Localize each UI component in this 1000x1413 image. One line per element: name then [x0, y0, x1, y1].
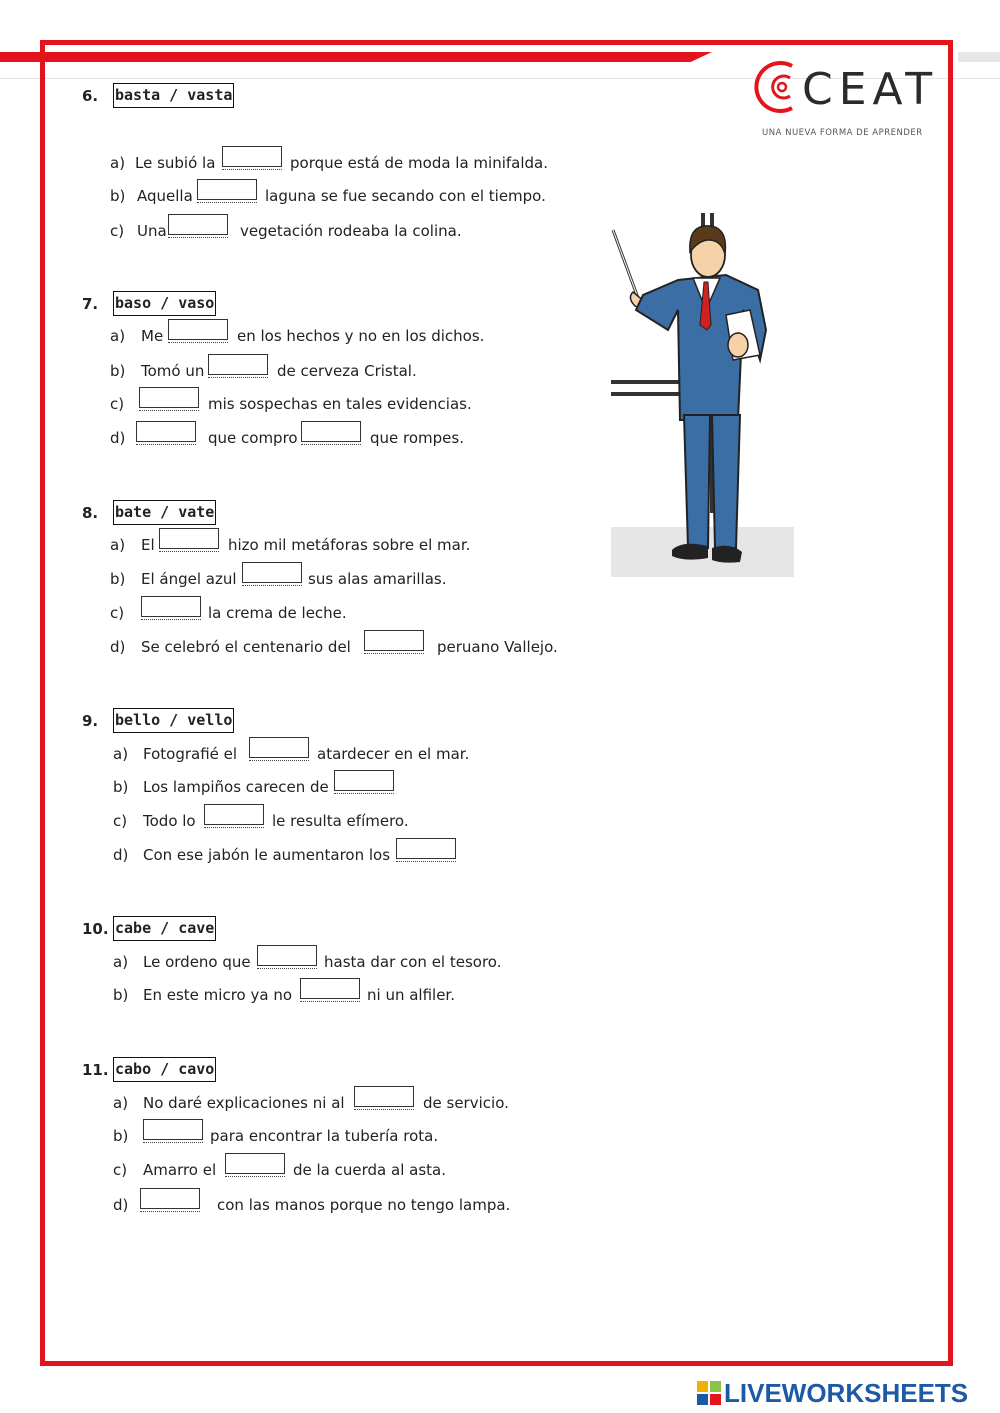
item-text: atardecer en el mar.: [317, 745, 470, 763]
item-text: Con ese jabón le aumentaron los: [143, 846, 391, 864]
exercise-line: [0, 214, 1000, 244]
answer-dotted-line: [159, 551, 219, 552]
question-number: 6.: [82, 87, 99, 105]
answer-dotted-line: [249, 760, 309, 761]
item-text: le resulta efímero.: [272, 812, 409, 830]
answer-input-box[interactable]: [159, 528, 219, 549]
item-text: peruano Vallejo.: [437, 638, 558, 656]
item-text: Fotografié el: [143, 745, 238, 763]
answer-input-box[interactable]: [168, 319, 228, 340]
answer-input-box[interactable]: [257, 945, 317, 966]
item-letter: a): [113, 745, 129, 763]
answer-input-box[interactable]: [204, 804, 264, 825]
question-number: 9.: [82, 712, 99, 730]
exercise-line: [0, 737, 1000, 767]
exercise-line: [0, 1188, 1000, 1218]
word-pair-title: bello / vello: [113, 708, 234, 733]
answer-input-box[interactable]: [242, 562, 302, 583]
answer-input-box[interactable]: [396, 838, 456, 859]
question-header: [0, 916, 1000, 946]
item-text: de servicio.: [423, 1094, 509, 1112]
answer-dotted-line: [143, 1142, 203, 1143]
exercise-line: [0, 387, 1000, 417]
answer-dotted-line: [225, 1176, 285, 1177]
item-text: Amarro el: [143, 1161, 217, 1179]
answer-dotted-line: [222, 169, 282, 170]
item-text: de cerveza Cristal.: [277, 362, 417, 380]
answer-dotted-line: [204, 827, 264, 828]
item-letter: d): [113, 1196, 129, 1214]
item-text: porque está de moda la minifalda.: [290, 154, 549, 172]
answer-input-box[interactable]: [197, 179, 257, 200]
question-number: 11.: [82, 1061, 109, 1079]
exercise-line: [0, 770, 1000, 800]
answer-input-box[interactable]: [249, 737, 309, 758]
item-text: vegetación rodeaba la colina.: [240, 222, 462, 240]
item-letter: a): [110, 154, 126, 172]
item-text: El: [141, 536, 155, 554]
liveworksheets-brand: LIVEWORKSHEETS: [724, 1378, 969, 1408]
item-letter: c): [113, 812, 128, 830]
item-text: en los hechos y no en los dichos.: [237, 327, 485, 345]
ceat-logo-text: CEAT: [802, 64, 939, 115]
answer-input-box[interactable]: [354, 1086, 414, 1107]
item-text: No daré explicaciones ni al: [143, 1094, 345, 1112]
answer-dotted-line: [168, 237, 228, 238]
question-header: [0, 291, 1000, 321]
exercise-line: [0, 421, 1000, 451]
answer-input-box[interactable]: [222, 146, 282, 167]
exercise-line: [0, 630, 1000, 660]
answer-dotted-line: [136, 444, 196, 445]
item-text: Le subió la: [135, 154, 216, 172]
item-text: ni un alfiler.: [367, 986, 455, 1004]
answer-dotted-line: [334, 793, 394, 794]
item-text: Todo lo: [143, 812, 196, 830]
item-text: la crema de leche.: [208, 604, 347, 622]
ceat-logo-tagline: UNA NUEVA FORMA DE APRENDER: [762, 128, 923, 138]
answer-dotted-line: [354, 1109, 414, 1110]
item-letter: c): [110, 222, 125, 240]
liveworksheets-icon: [697, 1381, 721, 1405]
exercise-line: [0, 1153, 1000, 1183]
exercise-line: [0, 804, 1000, 834]
answer-dotted-line: [168, 342, 228, 343]
answer-dotted-line: [139, 410, 199, 411]
answer-dotted-line: [208, 377, 268, 378]
item-letter: b): [113, 986, 129, 1004]
answer-dotted-line: [140, 1211, 200, 1212]
item-text: laguna se fue secando con el tiempo.: [265, 187, 546, 205]
exercise-line: [0, 354, 1000, 384]
item-letter: c): [113, 1161, 128, 1179]
answer-dotted-line: [257, 968, 317, 969]
answer-input-box[interactable]: [168, 214, 228, 235]
question-header: [0, 708, 1000, 738]
answer-input-box[interactable]: [364, 630, 424, 651]
answer-input-box[interactable]: [225, 1153, 285, 1174]
question-number: 7.: [82, 295, 99, 313]
exercise-line: [0, 562, 1000, 592]
item-text: sus alas amarillas.: [308, 570, 447, 588]
answer-input-box[interactable]: [334, 770, 394, 791]
item-letter: c): [110, 604, 125, 622]
item-text: Me: [141, 327, 164, 345]
question-header: [0, 500, 1000, 530]
answer-dotted-line: [197, 202, 257, 203]
item-letter: b): [113, 1127, 129, 1145]
item-text: Tomó un: [141, 362, 205, 380]
word-pair-title: cabo / cavo: [113, 1057, 216, 1082]
item-text: Se celebró el centenario del: [141, 638, 351, 656]
item-text: que compro: [208, 429, 298, 447]
item-letter: b): [110, 570, 126, 588]
question-header: [0, 1057, 1000, 1087]
item-text: El ángel azul: [141, 570, 237, 588]
word-pair-title: cabe / cave: [113, 916, 216, 941]
exercise-line: [0, 146, 1000, 176]
item-letter: c): [110, 395, 125, 413]
answer-input-box[interactable]: [208, 354, 268, 375]
answer-input-box[interactable]: [301, 421, 361, 442]
item-text: En este micro ya no: [143, 986, 293, 1004]
item-text: hizo mil metáforas sobre el mar.: [228, 536, 471, 554]
item-letter: a): [113, 953, 129, 971]
answer-input-box[interactable]: [140, 1188, 200, 1209]
answer-input-box[interactable]: [136, 421, 196, 442]
item-text: Una: [137, 222, 167, 240]
item-text: con las manos porque no tengo lampa.: [217, 1196, 511, 1214]
header-grey-bar: [958, 52, 1000, 62]
item-letter: d): [110, 638, 126, 656]
exercise-line: [0, 945, 1000, 975]
question-number: 8.: [82, 504, 99, 522]
item-letter: b): [113, 778, 129, 796]
word-pair-title: baso / vaso: [113, 291, 216, 316]
exercise-line: [0, 596, 1000, 626]
item-letter: b): [110, 187, 126, 205]
item-letter: a): [110, 327, 126, 345]
item-text: Le ordeno que: [143, 953, 251, 971]
item-letter: d): [113, 846, 129, 864]
exercise-line: [0, 528, 1000, 558]
item-text: mis sospechas en tales evidencias.: [208, 395, 472, 413]
exercise-line: [0, 978, 1000, 1008]
liveworksheets-footer: [697, 1378, 997, 1408]
item-text: que rompes.: [370, 429, 464, 447]
answer-input-box[interactable]: [143, 1119, 203, 1140]
answer-input-box[interactable]: [141, 596, 201, 617]
item-letter: b): [110, 362, 126, 380]
answer-dotted-line: [364, 653, 424, 654]
item-letter: a): [110, 536, 126, 554]
word-pair-title: basta / vasta: [113, 83, 234, 108]
item-letter: a): [113, 1094, 129, 1112]
item-letter: d): [110, 429, 126, 447]
exercise-line: [0, 179, 1000, 209]
answer-dotted-line: [300, 1001, 360, 1002]
answer-input-box[interactable]: [139, 387, 199, 408]
item-text: Los lampiños carecen de: [143, 778, 329, 796]
question-header: [0, 83, 1000, 113]
exercise-line: [0, 838, 1000, 868]
answer-dotted-line: [301, 444, 361, 445]
item-text: de la cuerda al asta.: [293, 1161, 446, 1179]
answer-input-box[interactable]: [300, 978, 360, 999]
exercise-line: [0, 1119, 1000, 1149]
item-text: hasta dar con el tesoro.: [324, 953, 502, 971]
exercise-line: [0, 1086, 1000, 1116]
word-pair-title: bate / vate: [113, 500, 216, 525]
exercise-line: [0, 319, 1000, 349]
question-number: 10.: [82, 920, 109, 938]
answer-dotted-line: [396, 861, 456, 862]
answer-dotted-line: [242, 585, 302, 586]
item-text: Aquella: [137, 187, 193, 205]
item-text: para encontrar la tubería rota.: [210, 1127, 439, 1145]
answer-dotted-line: [141, 619, 201, 620]
